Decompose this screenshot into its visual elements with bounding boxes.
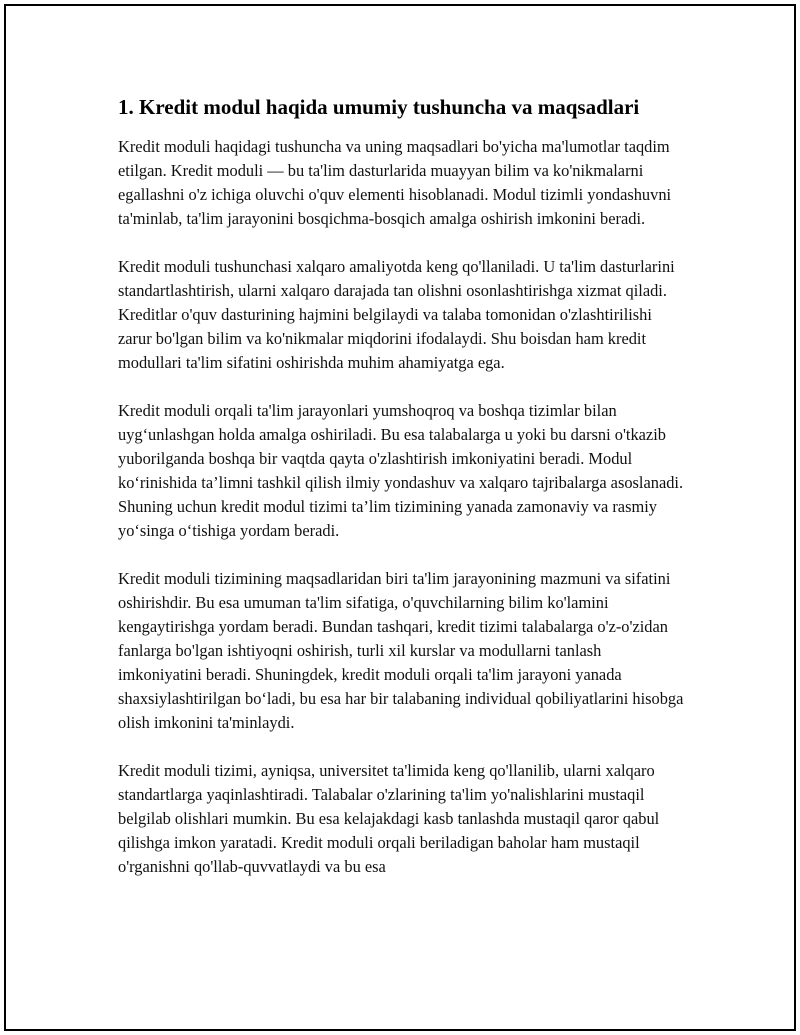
paragraph-5: Kredit moduli tizimi, ayniqsa, universitet ta'limida keng qo'llanilib, ularni xalqaro standartlarga yaqinlashtiradi. Talabalar o'zlarining ta'lim yo'nalishlarini mustaqil belgilab olishlari mumkin. Bu esa kelajakdagi kasb tanlashda mustaqil qaror qabul qilishga imkon yaratadi. Kredit moduli orqali beriladigan baholar ham mustaqil o'rganishni qo'llab-quvvatlaydi va bu esa — [118, 761, 660, 876]
document-body — [118, 94, 688, 903]
paragraph-3: Kredit moduli orqali ta'lim jarayonlari yumshoqroq va boshqa tizimlar bilan uyg‘unlashgan holda amalga oshiriladi. Bu esa talabalarga u yoki bu darsni o'tkazib yuborilganda boshqa bir vaqtda qayta o'zlashtirish imkoniyatini beradi. Modul ko‘rinishida ta’limni tashkil qilish ilmiy yondashuv va xalqaro tajribalarga asoslanadi. Shuning uchun kredit modul tizimi ta’lim tizimining yanada zamonaviy va rasmiy yo‘singa o‘tishiga yordam beradi. — [118, 401, 684, 540]
paragraph-4: Kredit moduli tizimining maqsadlaridan biri ta'lim jarayonining mazmuni va sifatini oshirishdir. Bu esa umuman ta'lim sifatiga, o'quvchilarning bilim ko'lamini kengaytirishga yordam beradi. Bundan tashqari, kredit tizimi talabalarga o'z-o'zidan fanlarga bo'lgan ishtiyoqni oshirish, turli xil kurslar va modullarni tanlash imkoniyatini beradi. Shuningdek, kredit moduli orqali ta'lim jarayoni yanada shaxsiylashtirilgan bo‘ladi, bu esa har bir talabaning individual qobiliyatlarini hisobga olish imkonini ta'minlaydi. — [118, 569, 684, 732]
section-heading: 1. Kredit modul haqida umumiy tushuncha va maqsadlari — [118, 95, 640, 119]
paragraph-2: Kredit moduli tushunchasi xalqaro amaliyotda keng qo'llaniladi. U ta'lim dasturlarini standartlashtirish, ularni xalqaro darajada tan olishni osonlashtirishga xizmat qiladi. Kreditlar o'quv dasturining hajmini belgilaydi va talaba tomonidan o'zlashtirilishi zarur bo'lgan bilim va ko'nikmalar miqdorini ifodalaydi. Shu boisdan ham kredit modullari ta'lim sifatini oshirishda muhim ahamiyatga ega. — [118, 257, 675, 372]
paragraph-1: Kredit moduli haqidagi tushuncha va uning maqsadlari bo'yicha ma'lumotlar taqdim etilgan. Kredit moduli — bu ta'lim dasturlarida muayyan bilim va ko'nikmalarni egallashni o'z ichiga oluvchi o'quv elementi hisoblanadi. Modul tizimli yondashuvni ta'minlab, ta'lim jarayonini bosqichma-bosqich amalga oshirish imkonini beradi. — [118, 137, 672, 228]
